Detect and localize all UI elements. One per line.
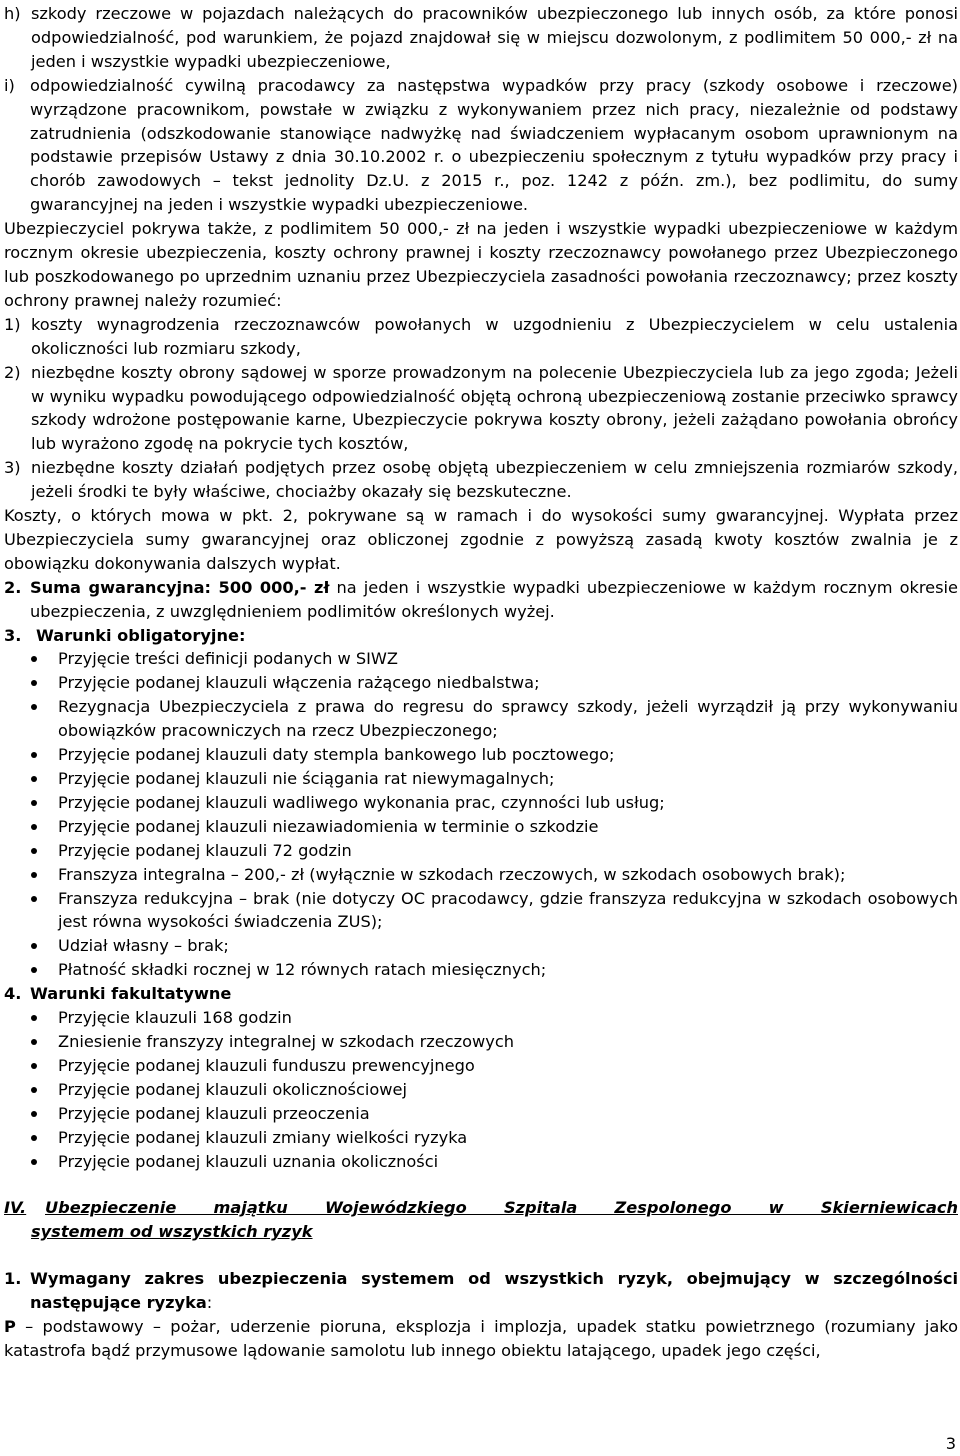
list-item: Przyjęcie podanej klauzuli włączenia rażącego niedbalstwa; — [4, 671, 958, 695]
list-item: Płatność składki rocznej w 12 równych ratach miesięcznych; — [4, 958, 958, 982]
list-item: Przyjęcie podanej klauzuli okolicznościowej — [4, 1078, 958, 1102]
list-item: Przyjęcie podanej klauzuli zmiany wielkości ryzyka — [4, 1126, 958, 1150]
list-item: Przyjęcie podanej klauzuli przeoczenia — [4, 1102, 958, 1126]
risk-p-letter: P — [4, 1317, 16, 1337]
clause-i-text: odpowiedzialność cywilną pracodawcy za następstwa wypadków przy pracy (szkody osobowe i rzeczowe) wyrządzone pracownikom, powstałe w związku z wykonywaniem przez nich pracy, niezależnie od podstawy zatrudnienia (odszkodowanie stanowiące nadwyżkę nad świadczeniem wypłacanym osobom uprawnionym na podstawie przepisów Ustawy z dnia 30.10.2002 r. o ubezpieczeniu społecznym z tytułu wypadków przy pracy i chorób zawodowych – tekst jednolity Dz.U. z 2015 r., poz. 1242 z późn. zm.), bez podlimitu, do sumy gwarancyjnej na jeden i wszystkie wypadki ubezpieczeniowe. — [30, 75, 958, 215]
legal-cost-item-2 — [4, 361, 958, 457]
optional-title: Warunki fakultatywne — [30, 984, 232, 1004]
list-item: Zniesienie franszyzy integralnej w szkodach rzeczowych — [4, 1030, 958, 1054]
clause-h — [4, 2, 958, 74]
optional-label: 4. — [4, 984, 22, 1004]
legal-cost-item-label: 3) — [4, 458, 21, 478]
bullet-icon — [4, 1078, 58, 1102]
clause-h-text: szkody rzeczowe w pojazdach należących do pracowników ubezpieczonego lub innych osób, za które ponosi odpowiedzialność, pod warunkiem, że pojazd znajdował się w miejscu dozwolonym, z podlimitem 50 000,- zł na jeden i wszystkie wypadki ubezpieczeniowe, — [31, 4, 958, 71]
list-item: Przyjęcie podanej klauzuli 72 godzin — [4, 839, 958, 863]
bullet-icon — [4, 815, 58, 839]
obligatory-heading — [4, 624, 958, 648]
legal-cost-item-label: 2) — [4, 362, 21, 382]
bullet-icon — [4, 767, 58, 791]
clause-i — [4, 74, 958, 217]
list-item: Franszyza integralna – 200,- zł (wyłącznie w szkodach rzeczowych, w szkodach osobowych brak); — [4, 863, 958, 887]
section-iv-heading — [4, 1196, 958, 1244]
legal-cost-item-1 — [4, 313, 958, 361]
obligatory-list — [4, 647, 958, 982]
optional-heading — [4, 982, 958, 1006]
list-item: Przyjęcie podanej klauzuli uznania okoliczności — [4, 1150, 958, 1174]
bullet-icon — [4, 791, 58, 815]
clause-i-label: i) — [4, 75, 15, 95]
bullet-icon — [4, 1102, 58, 1126]
list-item: Rezygnacja Ubezpieczyciela z prawa do regresu do sprawcy szkody, jeżeli wyrządził ją przy wykonywaniu obowiązków pracowniczych na rzecz Ubezpieczonego; — [4, 695, 958, 743]
legal-cost-item-text: koszty wynagrodzenia rzeczoznawców powołanych w uzgodnieniu z Ubezpieczycielem w celu ustalenia okoliczności lub rozmiaru szkody, — [31, 314, 958, 358]
legal-costs-outro: Koszty, o których mowa w pkt. 2, pokrywane są w ramach i do wysokości sumy gwarancyjnej. Wypłata przez Ubezpieczyciela sumy gwarancyjnej oraz obliczonej zgodnie z powyższą zasadą kwoty kosztów zwalnia je z obowiązku dokonywania dalszych wypłat. — [4, 506, 958, 573]
risk-p-basic — [4, 1315, 958, 1363]
list-item: Przyjęcie podanej klauzuli niezawiadomienia w terminie o szkodzie — [4, 815, 958, 839]
list-item: Przyjęcie podanej klauzuli nie ściągania rat niewymagalnych; — [4, 767, 958, 791]
guarantee-sum-text — [30, 576, 958, 624]
obligatory-title: Warunki obligatoryjne: — [36, 625, 246, 645]
bullet-icon — [4, 671, 58, 695]
required-scope-heading — [4, 1267, 958, 1315]
list-item: Przyjęcie klauzuli 168 godzin — [4, 1006, 958, 1030]
legal-costs-intro: Ubezpieczyciel pokrywa także, z podlimitem 50 000,- zł na jeden i wszystkie wypadki ubezpieczeniowe w każdym rocznym okresie ubezpieczenia, koszty ochrony prawnej i koszty rzeczoznawcy powołanego przez Ubezpieczonego lub poszkodowanego po uprzednim uznaniu przez Ubezpieczyciela zasadności powołania rzeczoznawcy; przez koszty ochrony prawnej należy rozumieć: — [4, 219, 958, 310]
list-item: Przyjęcie podanej klauzuli daty stempla bankowego lub pocztowego; — [4, 743, 958, 767]
required-scope-tail: : — [206, 1293, 213, 1313]
risk-p-text: – podstawowy – pożar, uderzenie pioruna, eksplozja i implozja, upadek statku powietrznego (rozumiany jako katastrofa bądź przymusowe lądowanie samolotu lub innego obiektu latającego, upadek jego części, — [4, 1317, 958, 1360]
bullet-icon — [4, 1030, 58, 1054]
legal-cost-item-text: niezbędne koszty działań podjętych przez osobę objętą ubezpieczeniem w celu zmniejszenia rozmiarów szkody, jeżeli środki te były właściwe, chociażby okazały się bezskuteczne. — [31, 458, 958, 502]
bullet-icon — [4, 958, 58, 982]
document-page — [4, 2, 958, 1363]
legal-cost-item-label: 1) — [4, 314, 21, 334]
bullet-icon — [4, 1150, 58, 1174]
list-item: Przyjęcie podanej klauzuli wadliwego wykonania prac, czynności lub usług; — [4, 791, 958, 815]
section-iv-title-line-2: systemem od wszystkich ryzyk — [31, 1222, 313, 1242]
bullet-icon — [4, 1054, 58, 1078]
legal-cost-item-text: niezbędne koszty obrony sądowej w sporze prowadzonym na polecenie Ubezpieczyciela lub za jego zgoda; Jeżeli w wyniku wypadku powodującego odpowiedzialność objętą ochroną ubezpieczeniową zostanie przeciwko sprawcy szkody wdrożone postępowanie karne, Ubezpieczycie pokrywa koszty obrony, jeżeli zażądano powołania obrońcy lub wyrażono zgodę na pokrycie tych kosztów, — [31, 362, 958, 454]
section-iv-number: IV. — [4, 1198, 27, 1218]
legal-cost-item-3 — [4, 456, 958, 504]
page-number: 3 — [945, 1434, 956, 1453]
bullet-icon — [4, 1006, 58, 1030]
bullet-icon — [4, 647, 58, 671]
list-item: Udział własny – brak; — [4, 934, 958, 958]
bullet-icon — [4, 863, 58, 887]
guarantee-sum — [4, 576, 958, 624]
clause-h-label: h) — [4, 4, 21, 23]
required-scope-bold: Wymagany zakres ubezpieczenia systemem od wszystkich ryzyk, obejmujący w szczególności następujące ryzyka — [30, 1269, 958, 1313]
guarantee-sum-bold: Suma gwarancyjna: 500 000,- zł — [30, 577, 330, 597]
guarantee-sum-label: 2. — [4, 577, 22, 597]
guarantee-sum-rest: na jeden i wszystkie wypadki ubezpieczeniowe w każdym rocznym okresie ubezpieczenia, z uwzględnieniem podlimitów określonych wyżej. — [30, 577, 959, 621]
optional-list — [4, 1006, 958, 1173]
bullet-icon — [4, 839, 58, 863]
list-item: Franszyza redukcyjna – brak (nie dotyczy OC pracodawcy, gdzie franszyza redukcyjna w szkodach osobowych jest równa wysokości świadczenia ZUS); — [4, 887, 958, 935]
bullet-icon — [4, 887, 58, 935]
obligatory-label: 3. — [4, 625, 22, 645]
required-scope-label: 1. — [4, 1269, 22, 1289]
bullet-icon — [4, 743, 58, 767]
required-scope-text — [30, 1267, 958, 1315]
section-iv-title-line-1: Ubezpieczenie majątku Wojewódzkiego Szpitala Zespolonego w Skierniewicach — [45, 1198, 958, 1218]
list-item: Przyjęcie treści definicji podanych w SIWZ — [4, 647, 958, 671]
bullet-icon — [4, 934, 58, 958]
list-item: Przyjęcie podanej klauzuli funduszu prewencyjnego — [4, 1054, 958, 1078]
bullet-icon — [4, 695, 58, 743]
bullet-icon — [4, 1126, 58, 1150]
